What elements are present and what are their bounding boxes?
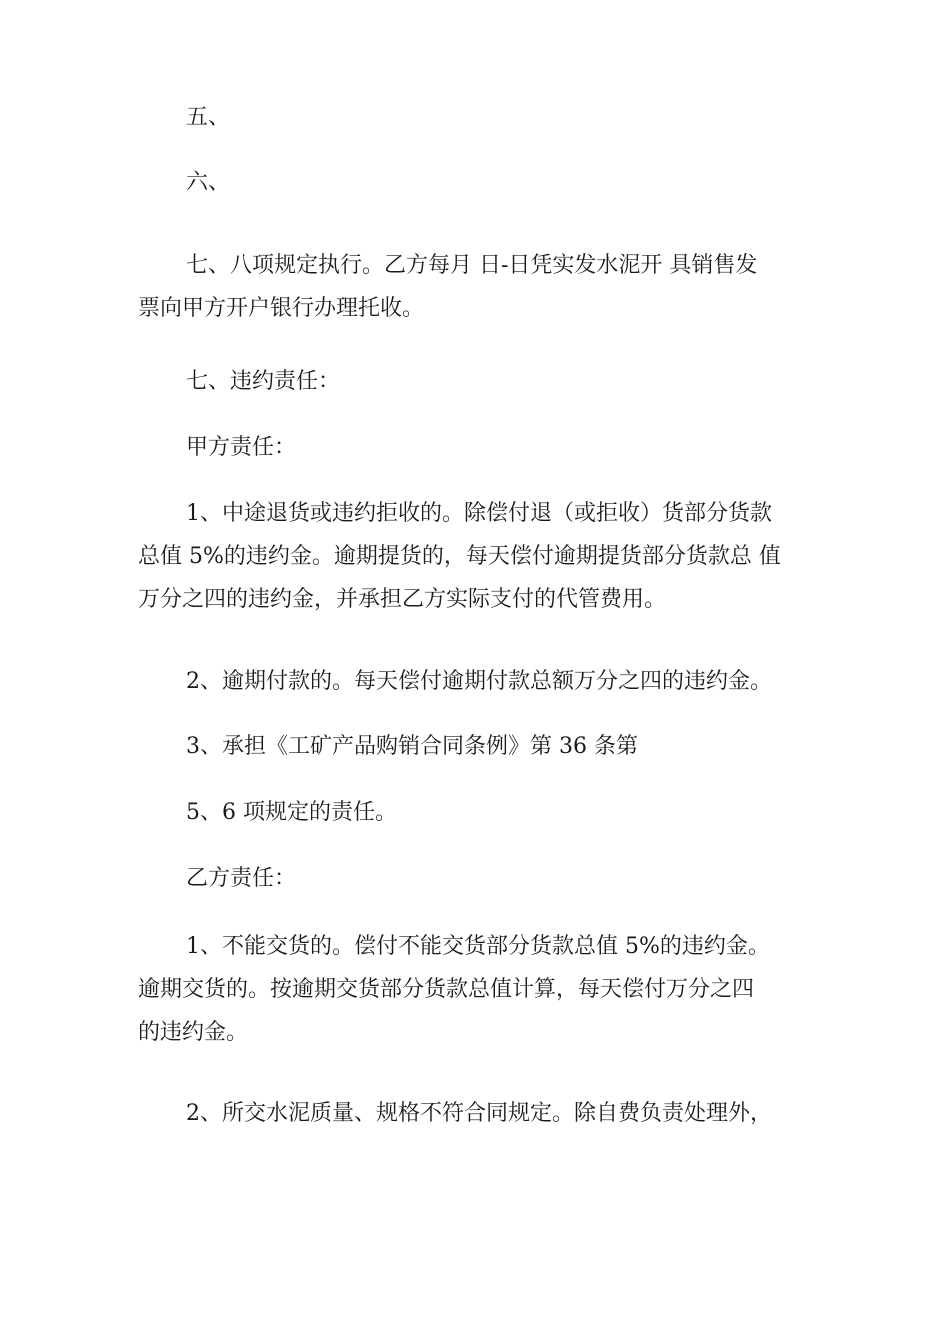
party-b-item-2 <box>138 1092 814 1135</box>
paragraph-5 <box>138 96 814 139</box>
text-line: 六、 <box>186 170 231 195</box>
party-a-item-1 <box>138 492 814 621</box>
text-line: 逾期交货的。按逾期交货部分货款总值计算，每天偿付万分之四 <box>138 977 755 1002</box>
text-line: 七、八项规定执行。乙方每月 日-日凭实发水泥开 具销售发 <box>186 253 758 278</box>
text-line: 票向甲方开户银行办理托收。 <box>138 296 425 321</box>
text-line: 七、违约责任： <box>186 369 341 394</box>
party-a-heading <box>138 426 814 469</box>
text-line: 1、不能交货的。偿付不能交货部分货款总值 5%的违约金。 <box>186 934 770 959</box>
text-line: 五、 <box>186 105 231 130</box>
paragraph-6 <box>138 161 814 204</box>
text-line: 5、6 项规定的责任。 <box>186 800 397 825</box>
text-line: 总值 5%的违约金。逾期提货的，每天偿付逾期提货部分货款总 值 <box>138 544 781 569</box>
party-a-item-3 <box>138 725 814 768</box>
text-line: 的违约金。 <box>138 1020 249 1045</box>
party-b-heading <box>138 857 814 900</box>
text-line: 万分之四的违约金，并承担乙方实际支付的代管费用。 <box>138 587 667 612</box>
text-line: 2、逾期付款的。每天偿付逾期付款总额万分之四的违约金。 <box>186 669 772 694</box>
text-line: 2、所交水泥质量、规格不符合同规定。除自费负责处理外， <box>186 1101 772 1126</box>
text-line: 1、中途退货或违约拒收的。除偿付退（或拒收）货部分货款 <box>186 501 772 526</box>
text-line: 3、承担《工矿产品购销合同条例》第 36 条第 <box>186 734 638 759</box>
party-b-item-1 <box>138 925 814 1054</box>
party-a-item-3-cont <box>138 791 814 834</box>
party-a-item-2 <box>138 660 814 703</box>
paragraph-7-payment <box>138 244 814 330</box>
text-line: 乙方责任： <box>186 866 297 891</box>
text-line: 甲方责任： <box>186 435 297 460</box>
section-heading-liability <box>138 360 814 403</box>
